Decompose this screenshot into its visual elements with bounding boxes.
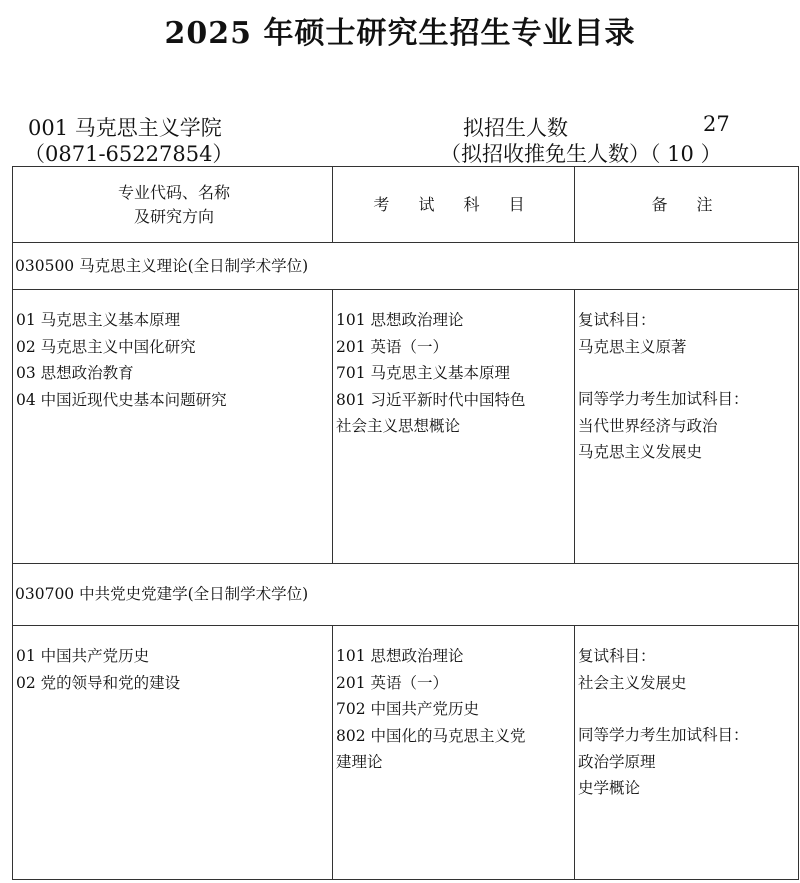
exam-item: 201 英语（一） [336, 337, 449, 356]
header-major-line1: 专业代码、名称 [117, 182, 230, 202]
notes-cell [575, 290, 799, 564]
exam-item: 702 中国共产党历史 [336, 700, 480, 718]
exam-item: 101 思想政治理论 [336, 647, 464, 665]
major-title: 030500 马克思主义理论(全日制学术学位) [13, 243, 799, 290]
note-item: 马克思主义原著 [578, 337, 687, 356]
note-item: 复试科目： [578, 311, 656, 329]
header-major [13, 167, 333, 243]
exam-item: 802 中国化的马克思主义党 [336, 726, 526, 745]
exam-item: 建理论 [336, 753, 383, 771]
note-item: 史学概论 [578, 779, 641, 797]
exam-item: 101 思想政治理论 [336, 311, 464, 329]
note-item: 同等学力考生加试科目： [578, 726, 749, 744]
catalog-table [12, 166, 799, 880]
note-item: 马克思主义发展史 [578, 443, 703, 461]
header-major-line2: 及研究方向 [133, 206, 214, 226]
exam-item: 社会主义思想概论 [336, 417, 461, 435]
direction-item: 01 中国共产党历史 [16, 647, 150, 665]
note-item: 当代世界经济与政治 [578, 416, 718, 435]
direction-item: 03 思想政治教育 [16, 364, 134, 382]
school-name: 001 马克思主义学院 [28, 116, 222, 140]
exam-item: 201 英语（一） [336, 673, 449, 692]
quota-value: 27 [703, 112, 730, 136]
header-exam: 考 试 科 目 [333, 167, 575, 243]
note-spacer [578, 360, 798, 386]
major-detail-row [13, 290, 799, 564]
direction-item: 04 中国近现代史基本问题研究 [16, 390, 227, 409]
header-notes: 备 注 [575, 167, 799, 243]
exams-cell [333, 290, 575, 564]
school-phone: （0871-65227854） [24, 142, 234, 166]
page-title: 2025 年硕士研究生招生专业目录 [164, 16, 636, 51]
exempt-quota: （拟招收推免生人数）（ 10 ） [440, 142, 722, 166]
note-item: 同等学力考生加试科目： [578, 390, 749, 408]
direction-item: 02 马克思主义中国化研究 [16, 337, 196, 356]
note-item: 复试科目： [578, 647, 656, 665]
note-item: 社会主义发展史 [578, 673, 687, 692]
directions-cell [13, 290, 333, 564]
quota-label: 拟招生人数 [463, 116, 568, 140]
major-detail-row [13, 626, 799, 880]
note-spacer [578, 696, 798, 722]
direction-item: 02 党的领导和党的建设 [16, 673, 181, 692]
direction-item: 01 马克思主义基本原理 [16, 311, 181, 329]
exam-item: 801 习近平新时代中国特色 [336, 390, 526, 409]
major-row [13, 564, 799, 626]
exam-item: 701 马克思主义基本原理 [336, 364, 511, 382]
note-item: 政治学原理 [578, 752, 656, 771]
directions-cell [13, 626, 333, 880]
table-header-row [13, 167, 799, 243]
notes-cell [575, 626, 799, 880]
exams-cell [333, 626, 575, 880]
major-title: 030700 中共党史党建学(全日制学术学位) [13, 564, 799, 626]
major-row [13, 243, 799, 290]
